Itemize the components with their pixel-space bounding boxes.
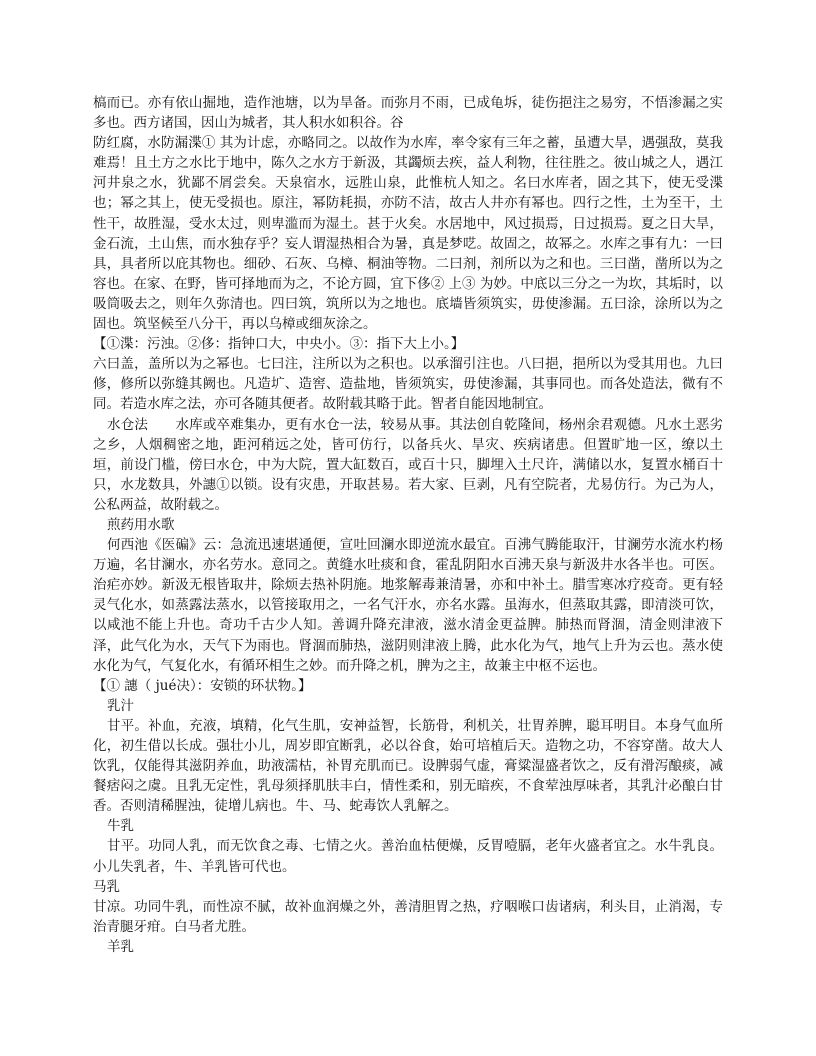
section-heading: 煎药用水歌 [107,516,175,533]
footnote: 【①渫：污浊。②侈：指钟口大，中央小。③：指下大上小。】 [93,336,465,353]
paragraph: 甘平。功同人乳，而无饮食之毒、七情之火。善治血枯便燥，反胃噎膈，老年火盛者宜之。水牛乳良。小儿失乳者，牛、羊乳皆可代也。 [93,838,723,875]
section-heading: 乳汁 [107,697,134,714]
section-heading: 牛乳 [107,818,134,835]
section-heading: 羊乳 [107,938,134,955]
paragraph: 甘凉。功同牛乳，而性凉不腻，故补血润燥之外，善清胆胃之热，疗咽喉口齿诸病，利头目，止消渴，专治青腿牙疳。白马者尤胜。 [93,898,723,935]
paragraph: 水仓法 水库或卒难集办，更有水仓一法，较易从事。其法创自乾隆间，杨州余君观德。凡水土恶劣之乡，人烟稠密之地，距河稍远之处，皆可仿行，以备兵火、旱灾、疾病诸患。但置旷地一区，缭以土垣，前设门槛，傍曰水仓，中为大院，置大缸数百，或百十只，脚埋入土尺许，满储以水，复置水桶百十只，水龙数具，外譓①以锁。设有灾患，开取甚易。若大家、巨剥，凡有空院者，尤易仿行。为己为人，公私两益，故附载之。 [93,416,723,513]
paragraph: 防红腐，水防漏渫① 其为计虑，亦略同之。以故作为水库，率令家有三年之蓄，虽遭大旱，遇强敌，莫我难焉！且土方之水比于地中，陈久之水方于新汲，其蠲烦去疾，益人利物，往往胜之。彼山城之人，遇江河井泉之水，犹鄙不屑尝矣。天泉宿水，远胜山泉，此惟杭人知之。名曰水库者，固之其下，使无受渫也；幂之其上，使无受损也。原注，幂防耗损，亦防不洁，故古人井亦有幂也。四行之性，土为至干，土性干，故胜湿，受水太过，则卑滥而为湿土。甚于火矣。水居地中，风过损焉，日过损焉。夏之日大旱，金石流，土山焦，而水独存乎？妄人谓湿热相合为暑，真是梦呓。故固之，故幂之。水库之事有九：一曰具，具者所以庇其物也。细砂、石灰、乌樟、桐油等物。二曰剂，剂所以为之和也。三曰凿，凿所以为之容也。在家、在野，皆可择地而为之，不论方圆，宜下侈② 上③ 为妙。中底以三分之一为坎，其垢时，以吸筒吸去之，则年久弥清也。四曰筑，筑所以为之地也。底墙皆须筑实，毋使渗漏。五曰涂，涂所以为之固也。筑坚候至八分干，再以乌樟或细灰涂之。 [93,135,723,333]
paragraph: 甘平。补血，充液，填精，化气生肌，安神益智，长筋骨，利机关，壮胃养脾，聪耳明目。本身气血所化，初生借以长成。强壮小儿，周岁即宜断乳，必以谷食，始可培植后天。造物之功，不容穿凿。故大人饮乳，仅能得其滋阴养血，助液濡枯，补胃充肌而已。设脾弱气虚，膏粱湿盛者饮之，反有滑泻酿痰，减餐痞闷之虞。且乳无定性，乳母须择肌肤丰白，情性柔和，别无暗疾，不食荤浊厚味者，其乳汁必酿白甘香。否则清稀腥浊，徒增儿病也。牛、马、蛇毒饮人乳解之。 [93,717,723,815]
section-heading: 马乳 [93,878,120,895]
footnote: 【① 譓（ jué决）：安锁的环状物。】 [93,677,312,694]
paragraph: 何西池《医碥》云：急流迅速堪通便，宣吐回澜水即逆流水最宜。百沸气腾能取汗，甘澜劳水流水杓杨万遍，名甘澜水，亦名劳水。意同之。黄缝水吐痰和食，霍乱阴阳水百沸天泉与新汲井水各半也。可医。治疟亦妙。新汲无根皆取井，除烦去热补阴施。地浆解毒兼清暑，亦和中补土。腊雪寒冰疗疫奇。更有轻灵气化水，如蒸露法蒸水，以管接取用之，一名气汗水，亦名水露。虽海水，但蒸取其露，即清淡可饮，以咸池不能上升也。奇功千古少人知。善调升降充津液，滋水清金更益脾。肺热而肾涸，清金则津液下泽，此气化为水，天气下为雨也。肾涸而肺热，滋阴则津液上腾，此水化为气，地气上升为云也。蒸水使水化为气，气复化水，有循环相生之妙。而升降之机，脾为之主，故兼主中枢不运也。 [93,537,723,674]
paragraph: 六曰盖，盖所以为之幂也。七曰注，注所以为之积也。以承溜引注也。八曰挹，挹所以为受其用也。九曰修，修所以弥缝其阙也。凡造圹、造窖、造盐地，皆须筑实，毋使渗漏，其事同也。而各处造法，微有不同。若造水库之法，亦可各随其便者。故附载其略于此。智者自能因地制宜。 [93,356,723,413]
document-page [93,93,723,957]
paragraph: 槁而已。亦有依山掘地，造作池塘，以为旱备。而弥月不雨，已成龟坼，徒伤挹注之易穷，不悟渗漏之实多也。西方诸国，因山为城者，其人积水如积谷。谷 [93,95,723,132]
